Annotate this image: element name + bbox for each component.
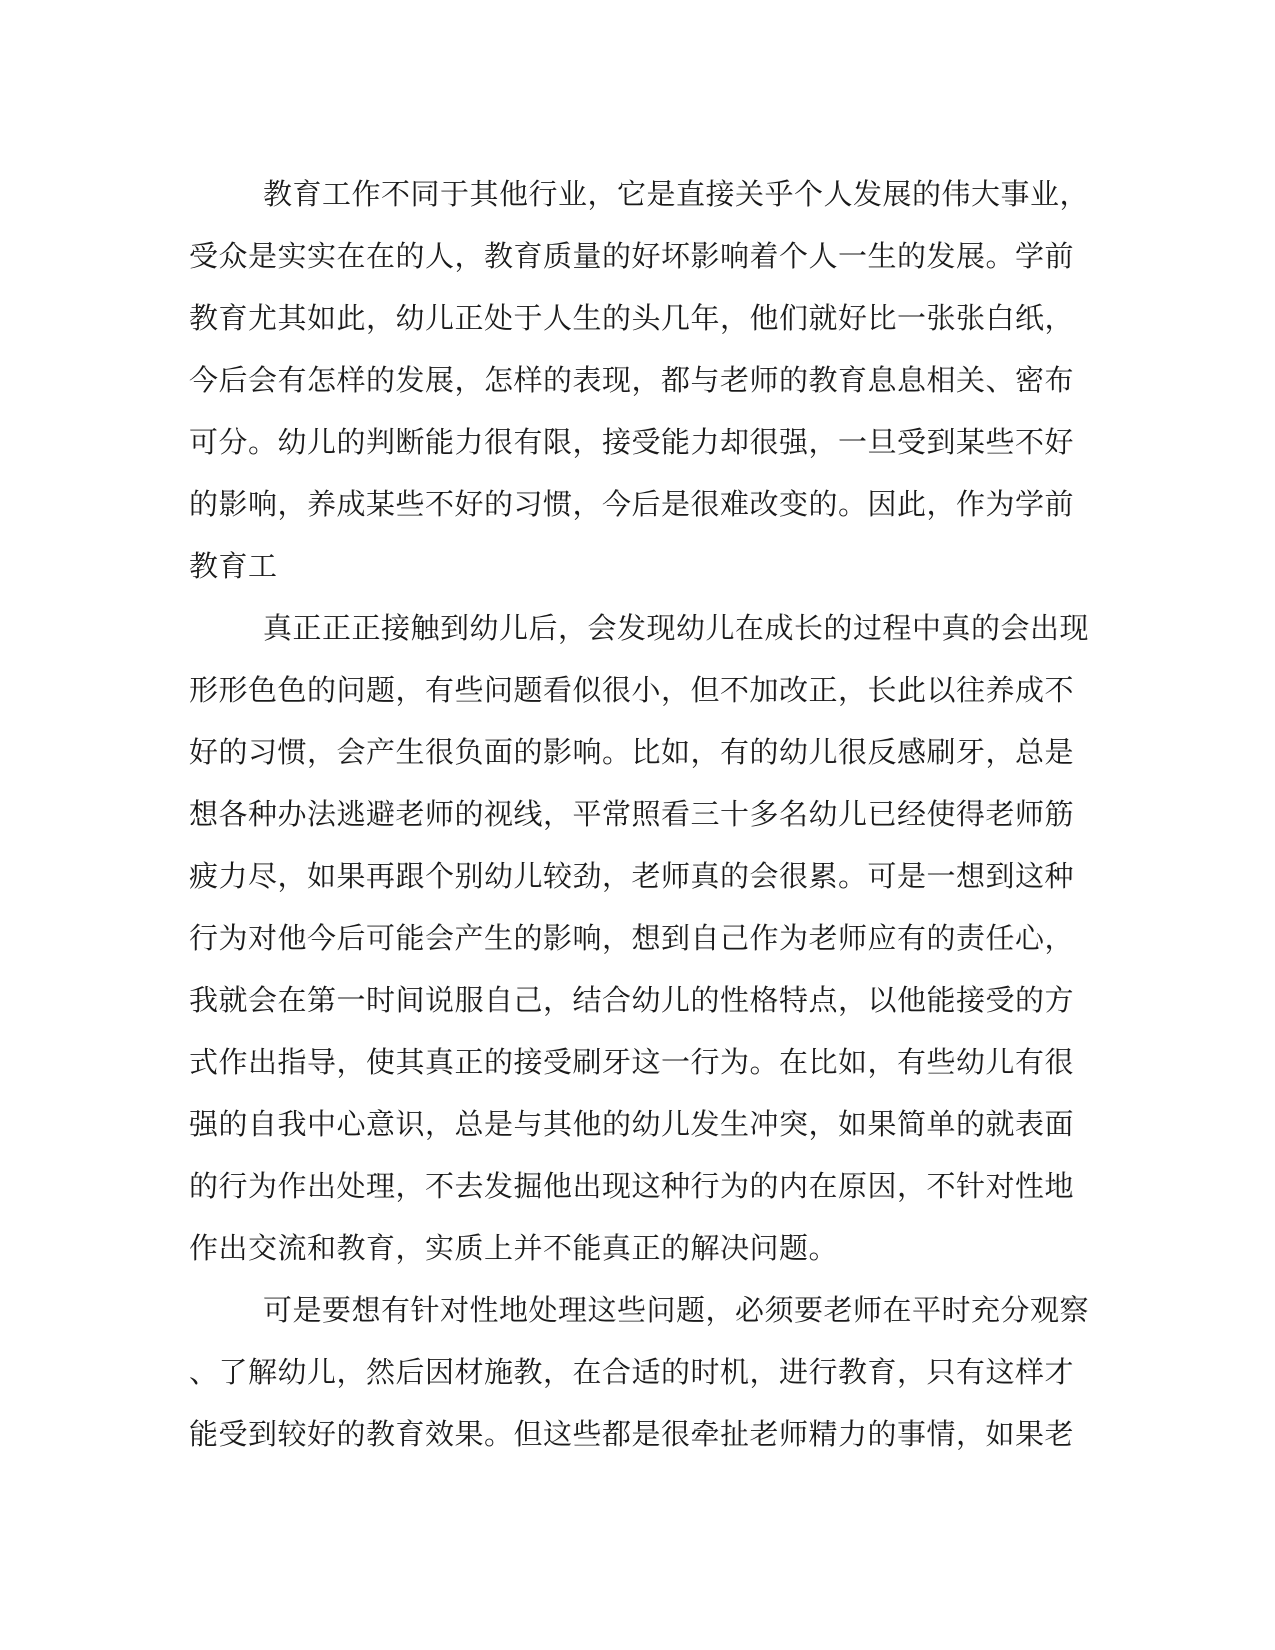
paragraph-2-line-4: 想各种办法逃避老师的视线，平常照看三十多名幼儿已经使得老师筋	[189, 797, 1075, 831]
paragraph-1-line-6: 的影响，养成某些不好的习惯，今后是很难改变的。因此，作为学前	[189, 487, 1075, 521]
paragraph-2-line-3: 好的习惯，会产生很负面的影响。比如，有的幼儿很反感刷牙，总是	[189, 735, 1075, 769]
paragraph-1-line-2: 受众是实实在在的人，教育质量的好坏影响着个人一生的发展。学前	[189, 239, 1075, 273]
paragraph-1-line-4: 今后会有怎样的发展，怎样的表现，都与老师的教育息息相关、密布	[189, 363, 1075, 397]
paragraph-1-line-7: 教育工	[189, 549, 278, 583]
paragraph-2-line-9: 强的自我中心意识，总是与其他的幼儿发生冲突，如果简单的就表面	[189, 1107, 1075, 1141]
paragraph-2-line-1: 真正正正接触到幼儿后，会发现幼儿在成长的过程中真的会出现	[263, 611, 1090, 645]
paragraph-3-line-3: 能受到较好的教育效果。但这些都是很牵扯老师精力的事情，如果老	[189, 1417, 1075, 1451]
paragraph-2-line-6: 行为对他今后可能会产生的影响，想到自己作为老师应有的责任心，	[189, 921, 1075, 955]
paragraph-2-line-10: 的行为作出处理，不去发掘他出现这种行为的内在原因，不针对性地	[189, 1169, 1075, 1203]
paragraph-2-line-2: 形形色色的问题，有些问题看似很小，但不加改正，长此以往养成不	[189, 673, 1075, 707]
paragraph-2-line-5: 疲力尽，如果再跟个别幼儿较劲，老师真的会很累。可是一想到这种	[189, 859, 1075, 893]
paragraph-3-line-2: 、了解幼儿，然后因材施教，在合适的时机，进行教育，只有这样才	[189, 1355, 1075, 1389]
paragraph-1-line-5: 可分。幼儿的判断能力很有限，接受能力却很强，一旦受到某些不好	[189, 425, 1075, 459]
paragraph-3-line-1: 可是要想有针对性地处理这些问题，必须要老师在平时充分观察	[263, 1293, 1090, 1327]
document-body	[189, 163, 1090, 1465]
paragraph-2-line-8: 式作出指导，使其真正的接受刷牙这一行为。在比如，有些幼儿有很	[189, 1045, 1075, 1079]
paragraph-1-line-1: 教育工作不同于其他行业，它是直接关乎个人发展的伟大事业，	[263, 177, 1090, 211]
paragraph-2-line-7: 我就会在第一时间说服自己，结合幼儿的性格特点，以他能接受的方	[189, 983, 1075, 1017]
paragraph-1-line-3: 教育尤其如此，幼儿正处于人生的头几年，他们就好比一张张白纸，	[189, 301, 1075, 335]
paragraph-2-line-11: 作出交流和教育，实质上并不能真正的解决问题。	[189, 1231, 839, 1265]
